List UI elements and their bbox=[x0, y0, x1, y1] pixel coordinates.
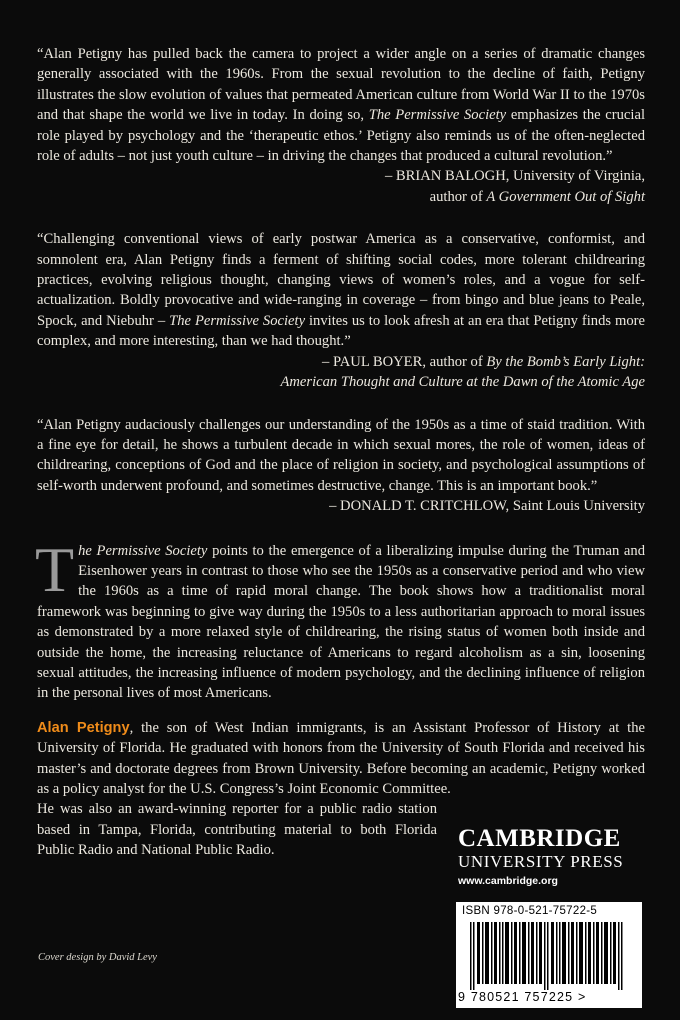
isbn-label: ISBN 978-0-521-75722-5 bbox=[462, 905, 598, 917]
quote-attribution: – DONALD T. CRITCHLOW, Saint Louis University bbox=[329, 498, 645, 515]
back-cover-content bbox=[37, 44, 645, 861]
quote-attribution: – PAUL BOYER, author of By the Bomb’s Early Light: American Thought and Culture at the Dawn of the Atomic Age bbox=[280, 353, 645, 391]
publisher-logo bbox=[458, 826, 658, 887]
quote-text: “Alan Petigny has pulled back the camera to project a wider angle on a series of dramatic changes generally associated with the 1960s. From the sexual revolution to the decline of faith, Petigny illustrates the slow evolution of values that permeated American culture from World War II to the 1970s and that shape the world we live in today. In doing so, The Permissive Society emphasizes the crucial role played by psychology and the ‘therapeutic ethos.’ Petigny also reminds us of the often-neglected role of adults – not just youth culture – in driving the changes that produced a cultural revolution.” bbox=[37, 46, 645, 165]
book-title: he Permissive Society bbox=[78, 542, 208, 559]
author-name: Alan Petigny bbox=[37, 719, 130, 736]
publisher-press: UNIVERSITY PRESS bbox=[458, 852, 624, 871]
barcode-icon bbox=[470, 922, 630, 990]
drop-cap: T bbox=[35, 533, 75, 605]
quote-attribution: – BRIAN BALOGH, University of Virginia, author of A Government Out of Sight bbox=[384, 168, 645, 205]
author-bio-continued: He was also an award-winning reporter for a public radio station based in Tampa, Florida, contributing material to both Florida Public Radio and National Public Radio. bbox=[37, 801, 437, 859]
barcode-digits: 9 780521 757225 > bbox=[458, 990, 587, 1004]
cover-credit: Cover design by David Levy bbox=[38, 952, 157, 963]
quote-text: “Alan Petigny audaciously challenges our understanding of the 1950s as a time of staid tradition. With a fine eye for detail, he shows a turbulent decade in which sexual mores, the role of women, ideas of childrearing, conceptions of God and the place of religion in society, and psychological assumptions of self-worth underwent profound, and sometimes destructive, change. This is an important book.” bbox=[37, 416, 645, 494]
review-quote-balogh bbox=[37, 44, 645, 207]
quote-text: “Challenging conventional views of early postwar America as a conservative, conformist, and somnolent era, Alan Petigny finds a ferment of shifting social codes, more tolerant childrearing practices, evolving religious thought, changing views of women’s roles, and a vogue for self-actualization. Boldly provocative and wide-ranging in coverage – from bingo and blue jeans to Peale, Spock, and Niebuhr – The Permissive Society invites us to look afresh at an era that Petigny finds more complex, and more interesting, than we had thought.” bbox=[37, 231, 646, 350]
author-bio: Alan Petigny, the son of West Indian immigrants, is an Assistant Professor of History at the University of Florida. He graduated with honors from the University of South Florida and received his master’s and doctorate degrees from Brown University. Before becoming an academic, Petigny worked as a policy analyst for the U.S. Congress’s Joint Economic Committee. He was also an award-winning reporter for a public radio station based in Tampa, Florida, contributing material to both Florida Public Radio and National Public Radio. bbox=[37, 718, 645, 861]
publisher-name: CAMBRIDGE bbox=[458, 825, 621, 852]
isbn-barcode bbox=[456, 902, 642, 1008]
publisher-url: www.cambridge.org bbox=[458, 875, 558, 887]
review-quote-boyer bbox=[37, 229, 645, 392]
book-summary: The Permissive Society points to the emergence of a liberalizing impulse during the Truman and Eisenhower years in contrast to those who see the 1950s as a conservative period and who view the 1960s as a time of rapid moral change. The book shows how a traditionalist moral framework was beginning to give way during the 1950s to a less authoritarian approach to moral issues as demonstrated by a more relaxed style of childrearing, the rising status of women both inside and outside the home, the increasing reluctance of Americans to regard alcoholism as a sin, loosening sexual attitudes, the increasing influence of modern psychology, and the declining influence of religion in the personal lives of most Americans. bbox=[35, 533, 645, 702]
review-quote-critchlow bbox=[37, 415, 645, 517]
